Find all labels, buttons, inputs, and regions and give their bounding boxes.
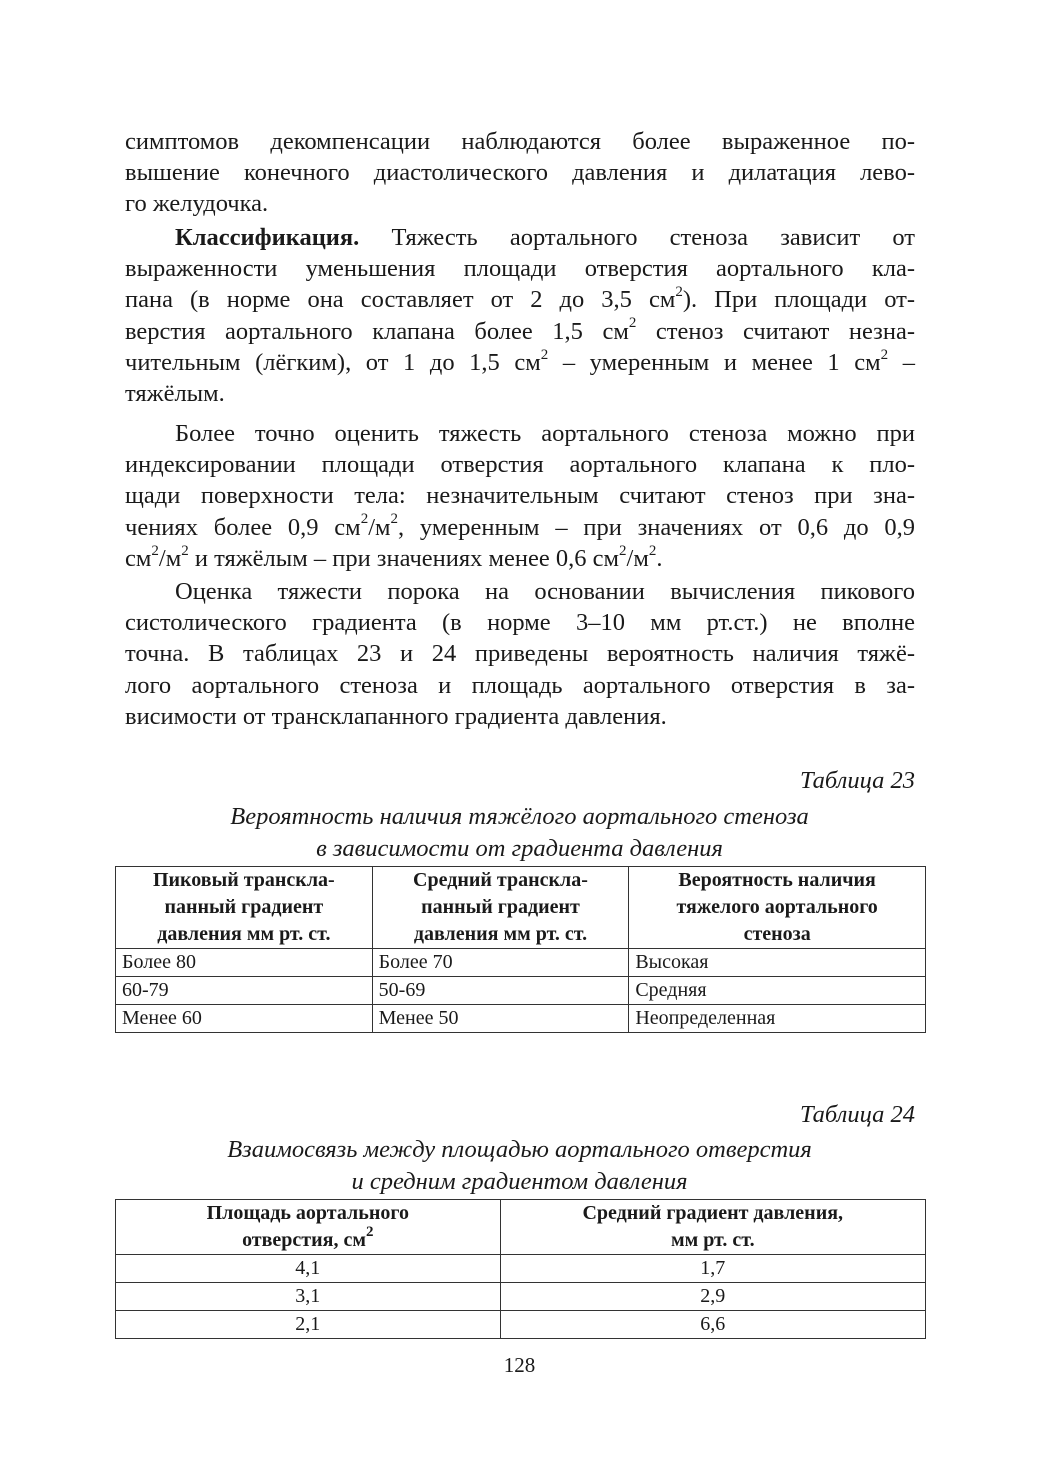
text-line: выраженности уменьшения площади отверстия аортального кла- — [125, 255, 915, 283]
classification-heading: Классификация. — [175, 224, 360, 251]
text-line — [125, 222, 915, 253]
header-line: мм рт. ст. — [670, 1229, 755, 1251]
table-cell: Высокая — [629, 949, 926, 977]
text-line: щади поверхности тела: незначительным считают стеноз при зна- — [125, 482, 915, 510]
superscript: 2 — [151, 542, 159, 559]
header-cell — [500, 1200, 925, 1255]
table-header-row — [116, 867, 926, 949]
superscript: 2 — [648, 542, 657, 559]
table-cell: Неопределенная — [629, 1005, 926, 1033]
header-line: Площадь аортального — [206, 1202, 409, 1224]
text-line: Оценка тяжести порока на основании вычисления пикового — [175, 578, 915, 605]
table-cell: 6,6 — [500, 1311, 925, 1339]
header-line: стеноза — [743, 923, 811, 945]
paragraph-classification — [125, 222, 915, 409]
table-cell: Средняя — [629, 977, 926, 1005]
text-span: /м — [368, 513, 391, 541]
text-line — [125, 284, 915, 315]
table-cell: 60-79 — [116, 977, 373, 1005]
text-span: . — [656, 544, 663, 572]
table-cell: 2,9 — [500, 1283, 925, 1311]
table-row — [116, 1311, 926, 1339]
table-row — [116, 1283, 926, 1311]
text-line — [125, 347, 915, 378]
table-cell: 50-69 — [372, 977, 629, 1005]
table-cell: Менее 60 — [116, 1005, 373, 1033]
table-24-label: Таблица 24 — [799, 1101, 915, 1128]
text-span: , умеренным – при значениях от 0,6 до 0,9 — [398, 513, 916, 541]
header-cell — [116, 867, 373, 949]
text-line: точна. В таблицах 23 и 24 приведены вероятность наличия тяжё- — [125, 640, 915, 668]
table-24 — [115, 1199, 926, 1339]
header-line: давления мм рт. ст. — [413, 923, 588, 945]
table-cell: 2,1 — [116, 1311, 501, 1339]
header-line: давления мм рт. ст. — [157, 923, 331, 945]
text-span: см — [125, 544, 152, 572]
paragraph-1 — [125, 126, 915, 220]
caption-line: Взаимосвязь между площадью аортального отверстия — [227, 1136, 812, 1163]
table-cell: 3,1 — [116, 1283, 501, 1311]
table-23 — [115, 866, 926, 1033]
text-span: верстия аортального клапана более 1,5 см — [125, 317, 629, 345]
text-span: Тяжесть аортального стеноза зависит от — [359, 224, 915, 251]
caption-line: и средним градиентом давления — [351, 1168, 688, 1195]
superscript: 2 — [390, 511, 398, 528]
header-cell — [372, 867, 629, 949]
text-line: тяжёлым. — [125, 380, 225, 408]
text-line: систолического градиента (в норме 3–10 мм рт.ст.) не вполне — [125, 609, 915, 637]
superscript: 2 — [628, 315, 637, 332]
paragraph-indexing — [125, 418, 915, 574]
table-cell: Более 80 — [116, 949, 373, 977]
header-line: Пиковый транскла- — [152, 869, 335, 891]
superscript: 2 — [540, 346, 549, 363]
header-line: панный градиент — [421, 896, 580, 918]
table-row — [116, 949, 926, 977]
page-number: 128 — [503, 1353, 536, 1377]
table-24-caption — [0, 1134, 1039, 1197]
text-span: – — [888, 348, 915, 376]
text-line: лого аортального стеноза и площадь аортального отверстия в за- — [125, 671, 915, 699]
header-line: панный градиент — [164, 896, 324, 918]
superscript: 2 — [360, 511, 369, 528]
table-23-caption — [0, 801, 1039, 864]
text-span: /м — [158, 544, 182, 572]
text-span: пана (в норме она составляет от 2 до 3,5 см — [125, 286, 676, 314]
superscript: 2 — [675, 284, 683, 301]
caption-line: в зависимости от градиента давления — [316, 835, 723, 862]
table-row — [116, 1005, 926, 1033]
text-span: чениях более 0,9 см — [125, 513, 361, 541]
text-span: – умеренным и менее 1 см — [548, 348, 881, 376]
text-span: чительным (лёгким), от 1 до 1,5 см — [125, 348, 541, 376]
header-line: Средний градиент давления, — [582, 1202, 844, 1224]
superscript: 2 — [880, 346, 889, 363]
text-line: Более точно оценить тяжесть аортального стеноза можно при — [175, 420, 915, 447]
text-line — [125, 512, 915, 543]
text-span: ). При площади от- — [682, 286, 915, 314]
table-cell: Менее 50 — [372, 1005, 629, 1033]
header-line — [122, 1224, 494, 1254]
table-row — [116, 977, 926, 1005]
superscript: 2 — [619, 542, 627, 559]
caption-line: Вероятность наличия тяжёлого аортального стеноза — [230, 803, 809, 830]
paragraph-gradient — [125, 576, 915, 732]
table-cell: 4,1 — [116, 1255, 501, 1283]
text-line: индексировании площади отверстия аортального клапана к пло- — [125, 451, 915, 479]
header-line: Вероятность наличия — [678, 869, 876, 891]
text-span: /м — [626, 544, 649, 572]
text-span: стеноз считают незна- — [636, 317, 915, 345]
table-23-label: Таблица 23 — [799, 767, 915, 794]
text-line — [125, 316, 915, 347]
text-line: висимости от трансклапанного градиента давления. — [125, 702, 667, 730]
table-row — [116, 1255, 926, 1283]
header-cell — [116, 1200, 501, 1255]
header-line: тяжелого аортального — [676, 896, 878, 918]
text-line — [125, 543, 915, 574]
text-line: симптомов декомпенсации наблюдаются более выраженное по- — [125, 128, 915, 155]
text-line: вышение конечного диастолического давления и дилатация лево- — [125, 159, 915, 187]
superscript: 2 — [181, 542, 189, 559]
table-header-row — [116, 1200, 926, 1255]
table-cell: 1,7 — [500, 1255, 925, 1283]
text-line: го желудочка. — [125, 190, 269, 218]
header-text: отверстия, см — [242, 1229, 366, 1251]
header-cell — [629, 867, 926, 949]
table-cell: Более 70 — [372, 949, 629, 977]
text-span: и тяжёлым – при значениях менее 0,6 см — [188, 544, 620, 572]
superscript: 2 — [365, 1224, 374, 1241]
header-line: Средний транскла- — [413, 869, 588, 891]
